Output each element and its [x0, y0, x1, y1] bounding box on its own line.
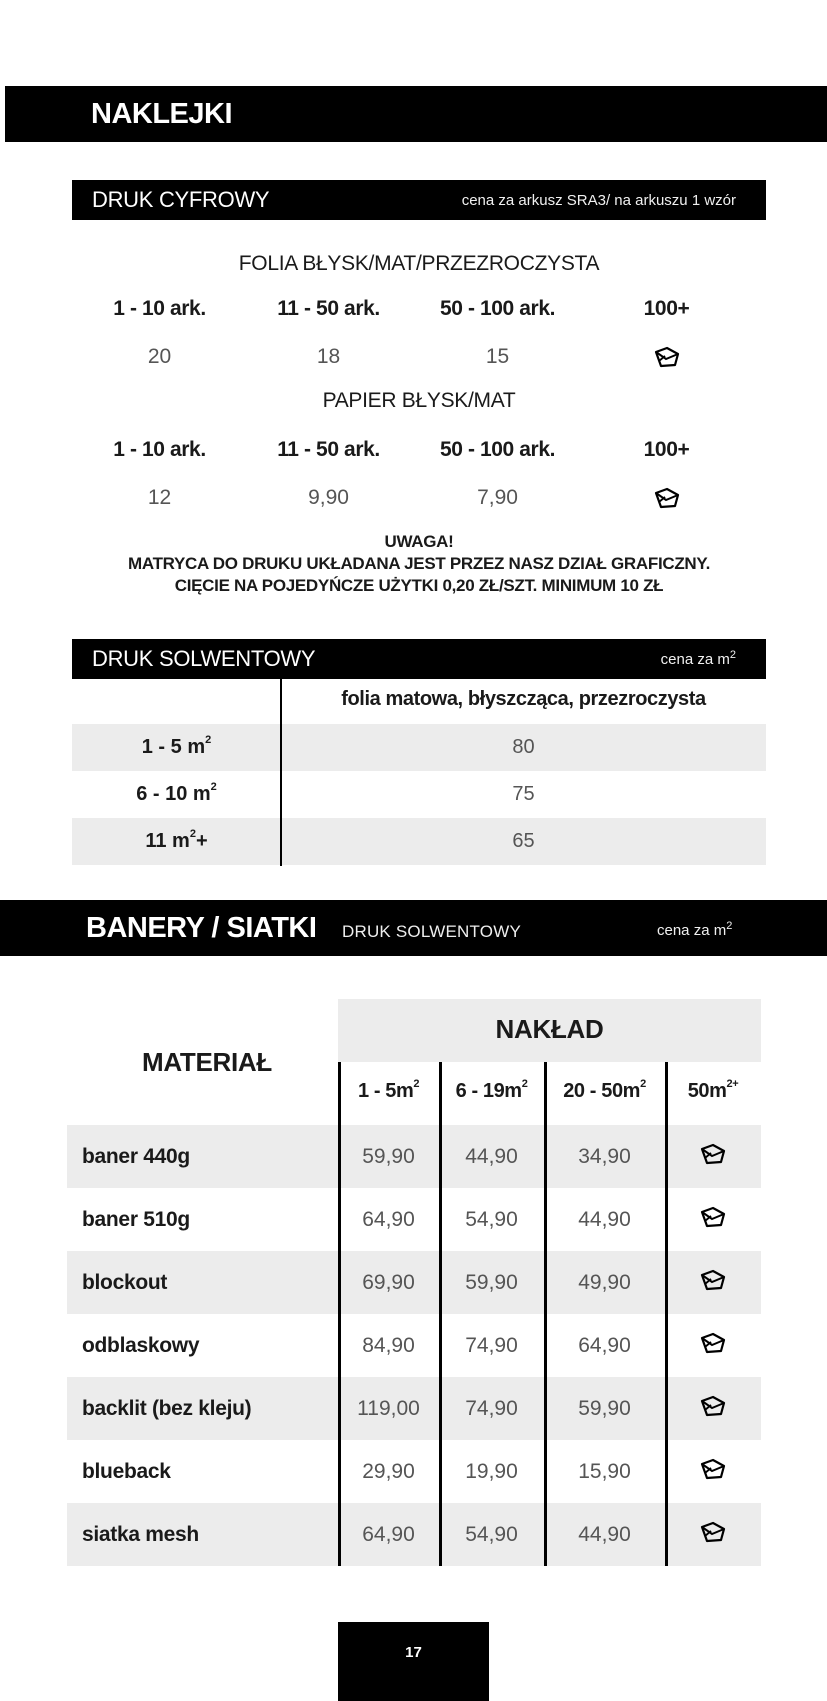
tier-label: 50 - 100 ark. — [439, 438, 556, 461]
price-value: 15 — [485, 345, 510, 368]
price-value: 7,90 — [477, 486, 518, 509]
banery-note: cena za $m^2$ — [657, 920, 733, 939]
price-cell: 64,90 — [362, 1522, 415, 1546]
material-name: backlit (bez kleju) — [82, 1396, 252, 1420]
page-number-box — [338, 1622, 489, 1701]
price-cell: 54,90 — [465, 1522, 518, 1546]
price-value: 12 — [147, 486, 172, 509]
range-cell: 1 - 5 $m^2$ — [141, 734, 212, 758]
column-divider — [665, 1062, 668, 1566]
price-cell: 59,90 — [362, 1144, 415, 1168]
tier-label: 100+ — [643, 438, 690, 461]
folia-tier-row — [75, 297, 751, 321]
material-name: blueback — [82, 1459, 171, 1483]
folia-price-row — [75, 345, 751, 375]
tier-header: $6 - 19m^2$ — [455, 1078, 528, 1102]
folia-heading: FOLIA BŁYSK/MAT/PRZEZROCZYSTA — [238, 252, 600, 275]
tier-label: 1 - 10 ark. — [113, 297, 206, 320]
envelope-hand-icon — [665, 1268, 761, 1298]
table-row — [67, 1314, 761, 1377]
table-row — [72, 771, 766, 818]
price-value: 20 — [147, 345, 172, 368]
naklejki-header-bar — [5, 86, 827, 142]
tier-header-row — [338, 1080, 761, 1104]
table-row — [72, 818, 766, 865]
tier-header: $50m^{2+}$ — [687, 1078, 739, 1102]
price-cell: 54,90 — [465, 1207, 518, 1231]
page-number: 17 — [405, 1644, 422, 1661]
tier-header: $1 - 5m^2$ — [357, 1078, 420, 1102]
solwentowy-column-header: folia matowa, błyszcząca, przezroczysta — [341, 688, 706, 710]
tier-label: 11 - 50 ark. — [277, 297, 380, 320]
price-cell: 19,90 — [465, 1459, 518, 1483]
druk-solwentowy-note: cena za $m^2$ — [660, 648, 736, 668]
papier-heading: PAPIER BŁYSK/MAT — [322, 389, 516, 412]
envelope-hand-icon — [665, 1394, 761, 1424]
range-cell: 11 $m^2+$ — [145, 828, 208, 852]
price-cell: 69,90 — [362, 1270, 415, 1294]
column-divider — [439, 1062, 442, 1566]
druk-solwentowy-title: DRUK SOLWENTOWY — [92, 646, 316, 671]
price-cell: 74,90 — [465, 1333, 518, 1357]
table-row — [72, 724, 766, 771]
druk-cyfrowy-bar — [72, 180, 766, 220]
naklad-header: NAKŁAD — [495, 1014, 604, 1044]
notice-line: CIĘCIE NA POJEDYŃCZE UŻYTKI 0,20 ZŁ/SZT. MINIMUM 10 ZŁ — [174, 576, 664, 595]
price-cell: 64,90 — [578, 1333, 631, 1357]
druk-solwentowy-bar — [72, 639, 766, 679]
price-value: 9,90 — [308, 486, 349, 509]
price-cell: 84,90 — [362, 1333, 415, 1357]
price-cell: 65 — [512, 830, 535, 852]
price-cell: 34,90 — [578, 1144, 631, 1168]
table-row — [67, 1251, 761, 1314]
column-divider — [280, 679, 282, 866]
envelope-hand-icon — [665, 1331, 761, 1361]
price-cell: 15,90 — [578, 1459, 631, 1483]
price-cell: 119,00 — [357, 1396, 420, 1420]
price-value: 18 — [316, 345, 341, 368]
material-name: odblaskowy — [82, 1333, 200, 1357]
druk-cyfrowy-title: DRUK CYFROWY — [92, 187, 270, 212]
notice-block — [40, 531, 798, 597]
price-cell: 74,90 — [465, 1396, 518, 1420]
tier-label: 11 - 50 ark. — [277, 438, 380, 461]
tier-header: $20 - 50m^2$ — [563, 1078, 646, 1102]
material-name: siatka mesh — [82, 1522, 199, 1546]
price-cell: 44,90 — [578, 1207, 631, 1231]
material-name: blockout — [82, 1270, 168, 1294]
banery-header-bar — [0, 900, 827, 956]
price-cell: 44,90 — [465, 1144, 518, 1168]
table-row — [67, 1188, 761, 1251]
range-cell: 6 - 10 $m^2$ — [136, 781, 217, 805]
price-cell: 75 — [512, 783, 535, 805]
price-cell: 64,90 — [362, 1207, 415, 1231]
price-cell: 80 — [512, 736, 535, 758]
table-row — [67, 1125, 761, 1188]
envelope-hand-icon — [582, 345, 751, 375]
papier-price-row — [75, 486, 751, 516]
price-cell: 49,90 — [578, 1270, 631, 1294]
envelope-hand-icon — [665, 1520, 761, 1550]
column-divider — [338, 1062, 341, 1566]
price-cell: 59,90 — [578, 1396, 631, 1420]
envelope-hand-icon — [665, 1205, 761, 1235]
table-row — [67, 1440, 761, 1503]
tier-label: 1 - 10 ark. — [113, 438, 206, 461]
naklejki-title: NAKLEJKI — [91, 98, 233, 130]
column-divider — [544, 1062, 547, 1566]
banery-title: BANERY / SIATKI — [86, 912, 317, 944]
druk-cyfrowy-note: cena za arkusz SRA3/ na arkuszu 1 wzór — [461, 191, 736, 209]
table-row — [67, 1503, 761, 1566]
envelope-hand-icon — [665, 1457, 761, 1487]
envelope-hand-icon — [582, 486, 751, 516]
notice-line: MATRYCA DO DRUKU UKŁADANA JEST PRZEZ NASZ DZIAŁ GRAFICZNY. — [128, 554, 710, 573]
material-name: baner 510g — [82, 1207, 190, 1231]
notice-title: UWAGA! — [384, 532, 454, 551]
price-cell: 59,90 — [465, 1270, 518, 1294]
papier-tier-row — [75, 438, 751, 462]
tier-label: 50 - 100 ark. — [439, 297, 556, 320]
material-name: baner 440g — [82, 1144, 190, 1168]
material-header: MATERIAŁ — [142, 1047, 272, 1077]
envelope-hand-icon — [665, 1142, 761, 1172]
tier-label: 100+ — [643, 297, 690, 320]
price-cell: 29,90 — [362, 1459, 415, 1483]
table-row — [67, 1377, 761, 1440]
price-cell: 44,90 — [578, 1522, 631, 1546]
banery-subtitle: DRUK SOLWENTOWY — [342, 922, 521, 941]
